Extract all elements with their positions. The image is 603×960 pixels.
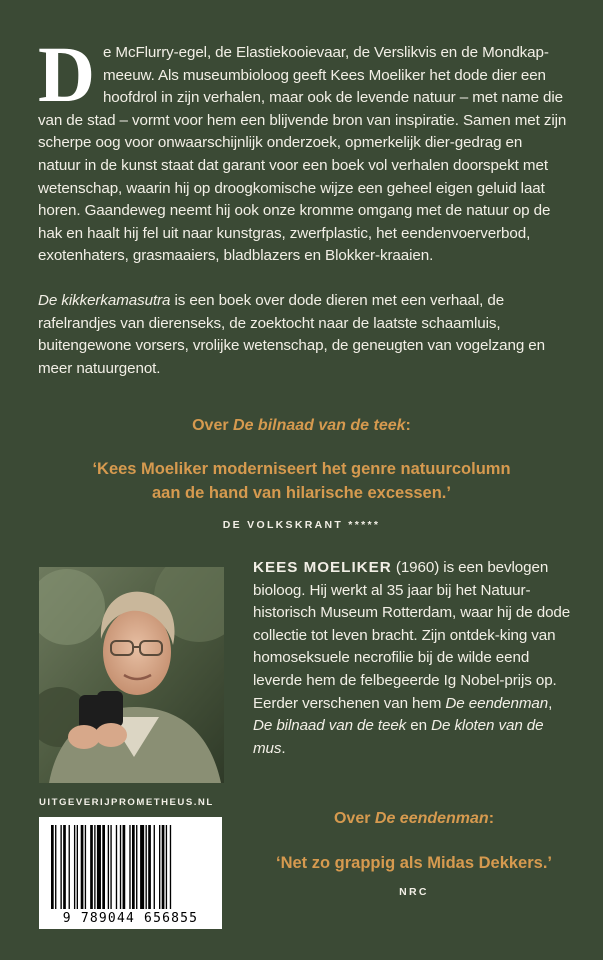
author-bio: KEES MOELIKER (1960) is een bevlogen bioloog. Hij werkt al 35 jaar bij het Natuur-historisch Museum Rotterdam, waar hij de dode collectie tot leven bracht. Zijn ontdek-king van homoseksuele necrofilie bij de wilde eend leverde hem de felbegeerde Ig Nobel-prijs op. Eerder verschenen van hem De eendenman, De bilnaad van de teek en De kloten van de mus. bbox=[253, 559, 571, 757]
publisher-url: UITGEVERIJPROMETHEUS.NL bbox=[39, 797, 214, 808]
blurb-paragraph-1: De McFlurry-egel, de Elastiekooievaar, de Verslikvis en de Mondkap-meeuw. Als museumbioloog geeft Kees Moeliker het dode dier een hoofdrol in zijn verhalen, maar ook de levende natuur – met name die van de stad – vormt voor hem een blijvende bron van inspiratie. Samen met zijn scherpe oog voor onwaarschijnlijk onderzoek, opmerkelijk dier-gedrag en natuur in de kunst staat dat garant voor een boek vol verhalen doorspekt met wetenschap, waarin hij op droogkomische wijze een geheel eigen geluid laat horen. Gaandeweg neemt hij ook onze kromme omgang met de natuur op de hak en haalt hij fel uit naar kunstgras, zwerfplastic, het eendenvoerverbod, exotenhaters, grasmaaiers, bladblazers en Blokker-kraaien. bbox=[38, 32, 567, 265]
author-photo bbox=[39, 567, 224, 783]
isbn-barcode bbox=[39, 817, 222, 929]
author-name: KEES MOELIKER bbox=[253, 559, 392, 576]
review-2-heading: Over De eendenman: bbox=[333, 810, 495, 827]
isbn-number: 9 789044 656855 bbox=[62, 911, 199, 926]
barcode-bars bbox=[39, 817, 222, 912]
review-2-quote: ‘Net zo grappig als Midas Dekkers.’ bbox=[275, 854, 552, 872]
review-1-heading: Over De bilnaad van de teek: bbox=[192, 417, 411, 434]
blurb-text bbox=[38, 32, 568, 380]
blurb-paragraph-2: De kikkerkamasutra is een boek over dode dieren met een verhaal, de rafelrandjes van dierenseks, de zoektocht naar de laatste schaamluis, buitengewone vorsers, vrolijke wetenschap, de geneugten van vogelzang en meer natuurgenot. bbox=[38, 291, 545, 377]
review-1 bbox=[0, 417, 603, 531]
review-1-quote: ‘Kees Moeliker moderniseert het genre natuurcolumn aan de hand van hilarische excessen.’ bbox=[92, 460, 511, 502]
review-1-source: DE VOLKSKRANT ***** bbox=[222, 519, 381, 531]
drop-cap: D bbox=[38, 32, 95, 119]
review-2-source: NRC bbox=[399, 886, 429, 898]
book-title: De kikkerkamasutra bbox=[38, 291, 171, 309]
